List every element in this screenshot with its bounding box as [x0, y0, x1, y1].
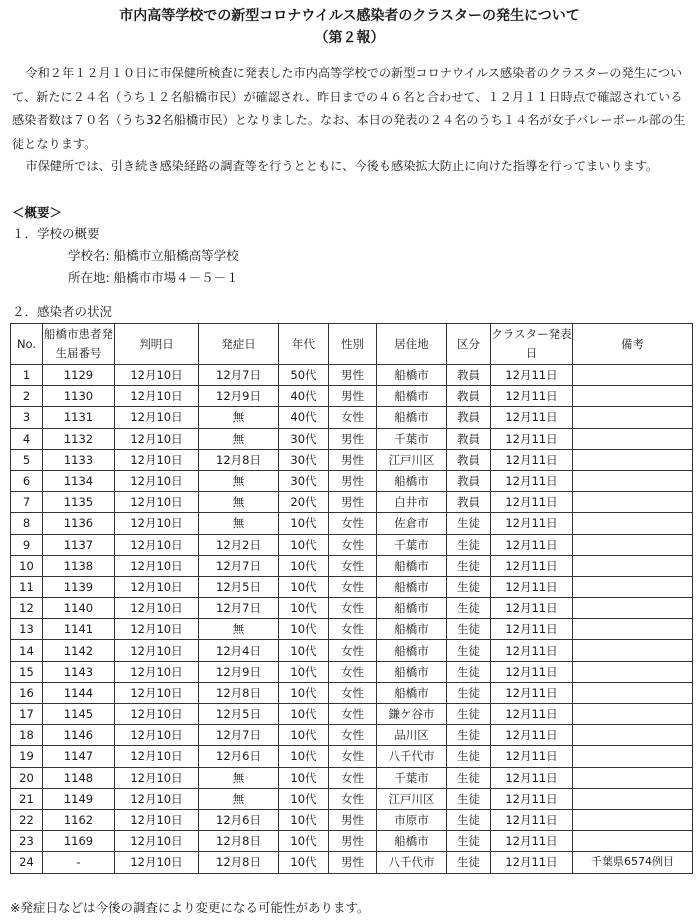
cell-residence: 船橋市 [377, 661, 447, 682]
cell-onset-date: 無 [199, 492, 279, 513]
cell-age: 20代 [279, 492, 329, 513]
cell-confirmed-date: 12月10日 [115, 386, 199, 407]
followup-paragraph: 市保健所では、引き続き感染経路の調査等を行うとともに、今後も感染拡大防止に向けた指導を行ってまいります。 [25, 159, 659, 173]
cell-no: 9 [11, 534, 43, 555]
cell-confirmed-date: 12月10日 [115, 682, 199, 703]
cell-confirmed-date: 12月10日 [115, 746, 199, 767]
cell-remarks [573, 809, 693, 830]
table-row [11, 449, 693, 470]
cell-sex: 女性 [329, 640, 377, 661]
cell-category: 生徒 [447, 725, 491, 746]
cell-report-number: 1146 [43, 725, 115, 746]
cell-onset-date: 12月8日 [199, 852, 279, 873]
cell-remarks [573, 831, 693, 852]
cell-residence: 千葉市 [377, 428, 447, 449]
cell-sex: 男性 [329, 852, 377, 873]
cell-no: 24 [11, 852, 43, 873]
school-name: 学校名: 船橋市立船橋高等学校 [68, 248, 239, 263]
cell-onset-date: 12月7日 [199, 555, 279, 576]
cell-cluster-date: 12月11日 [491, 661, 573, 682]
table-row [11, 407, 693, 428]
cell-report-number: 1147 [43, 746, 115, 767]
cell-cluster-date: 12月11日 [491, 513, 573, 534]
cell-sex: 女性 [329, 534, 377, 555]
cell-sex: 女性 [329, 555, 377, 576]
cell-cluster-date: 12月11日 [491, 704, 573, 725]
cell-no: 7 [11, 492, 43, 513]
overview-heading: ＜概要＞ [12, 205, 63, 220]
cell-confirmed-date: 12月10日 [115, 619, 199, 640]
cell-age: 10代 [279, 725, 329, 746]
cell-sex: 男性 [329, 831, 377, 852]
cell-age: 10代 [279, 576, 329, 597]
cell-confirmed-date: 12月10日 [115, 767, 199, 788]
cell-residence: 船橋市 [377, 640, 447, 661]
cell-residence: 八千代市 [377, 746, 447, 767]
cell-report-number: 1130 [43, 386, 115, 407]
cell-category: 教員 [447, 470, 491, 491]
cell-cluster-date: 12月11日 [491, 365, 573, 386]
cell-report-number: 1136 [43, 513, 115, 534]
cell-no: 4 [11, 428, 43, 449]
cell-onset-date: 12月9日 [199, 386, 279, 407]
cell-age: 30代 [279, 449, 329, 470]
header-confirmed-date: 判明日 [115, 324, 199, 365]
cell-onset-date: 12月4日 [199, 640, 279, 661]
table-row [11, 725, 693, 746]
cell-report-number: 1135 [43, 492, 115, 513]
cell-report-number: 1145 [43, 704, 115, 725]
cell-age: 30代 [279, 470, 329, 491]
cell-report-number: 1133 [43, 449, 115, 470]
cell-no: 13 [11, 619, 43, 640]
cell-sex: 男性 [329, 492, 377, 513]
cell-age: 10代 [279, 788, 329, 809]
cell-remarks [573, 492, 693, 513]
cell-category: 生徒 [447, 746, 491, 767]
cell-category: 生徒 [447, 788, 491, 809]
cell-report-number: 1137 [43, 534, 115, 555]
cell-onset-date: 無 [199, 619, 279, 640]
cell-cluster-date: 12月11日 [491, 619, 573, 640]
table-row [11, 767, 693, 788]
cell-cluster-date: 12月11日 [491, 640, 573, 661]
cell-confirmed-date: 12月10日 [115, 661, 199, 682]
cell-residence: 江戸川区 [377, 788, 447, 809]
cell-residence: 船橋市 [377, 555, 447, 576]
table-row [11, 470, 693, 491]
cell-sex: 女性 [329, 661, 377, 682]
cell-residence: 千葉市 [377, 767, 447, 788]
cell-cluster-date: 12月11日 [491, 470, 573, 491]
cell-no: 21 [11, 788, 43, 809]
section2-heading: ２．感染者の状況 [12, 304, 113, 319]
cell-sex: 女性 [329, 788, 377, 809]
cell-category: 教員 [447, 365, 491, 386]
cell-category: 生徒 [447, 619, 491, 640]
table-header-row [11, 324, 693, 365]
cell-cluster-date: 12月11日 [491, 852, 573, 873]
cell-residence: 船橋市 [377, 365, 447, 386]
cell-age: 40代 [279, 386, 329, 407]
cell-onset-date: 12月7日 [199, 725, 279, 746]
cell-confirmed-date: 12月10日 [115, 428, 199, 449]
cell-sex: 男性 [329, 449, 377, 470]
table-row [11, 619, 693, 640]
cell-category: 生徒 [447, 576, 491, 597]
cell-confirmed-date: 12月10日 [115, 513, 199, 534]
cell-age: 10代 [279, 809, 329, 830]
cell-cluster-date: 12月11日 [491, 682, 573, 703]
cell-report-number: 1143 [43, 661, 115, 682]
table-row [11, 661, 693, 682]
cell-confirmed-date: 12月10日 [115, 640, 199, 661]
cell-cluster-date: 12月11日 [491, 831, 573, 852]
cell-remarks [573, 746, 693, 767]
cell-report-number: 1129 [43, 365, 115, 386]
table-row [11, 682, 693, 703]
cell-category: 生徒 [447, 598, 491, 619]
cell-cluster-date: 12月11日 [491, 746, 573, 767]
cases-table-body [11, 365, 693, 874]
cell-sex: 女性 [329, 598, 377, 619]
cell-report-number: 1169 [43, 831, 115, 852]
cell-confirmed-date: 12月10日 [115, 534, 199, 555]
cell-category: 生徒 [447, 555, 491, 576]
cell-onset-date: 12月8日 [199, 831, 279, 852]
cell-onset-date: 12月7日 [199, 365, 279, 386]
cell-category: 生徒 [447, 809, 491, 830]
cell-remarks [573, 640, 693, 661]
cell-age: 10代 [279, 555, 329, 576]
cell-cluster-date: 12月11日 [491, 555, 573, 576]
cell-report-number: 1132 [43, 428, 115, 449]
cell-no: 19 [11, 746, 43, 767]
table-row [11, 365, 693, 386]
cell-onset-date: 12月7日 [199, 598, 279, 619]
cell-report-number: 1134 [43, 470, 115, 491]
cell-category: 教員 [447, 386, 491, 407]
cell-report-number: 1148 [43, 767, 115, 788]
header-remarks: 備考 [573, 324, 693, 365]
cell-confirmed-date: 12月10日 [115, 365, 199, 386]
cell-confirmed-date: 12月10日 [115, 788, 199, 809]
cell-onset-date: 無 [199, 428, 279, 449]
cell-cluster-date: 12月11日 [491, 576, 573, 597]
cell-no: 3 [11, 407, 43, 428]
cell-no: 11 [11, 576, 43, 597]
cell-no: 5 [11, 449, 43, 470]
cell-residence: 江戸川区 [377, 449, 447, 470]
cell-report-number: 1131 [43, 407, 115, 428]
table-row [11, 576, 693, 597]
cell-age: 10代 [279, 661, 329, 682]
cell-cluster-date: 12月11日 [491, 492, 573, 513]
cell-no: 23 [11, 831, 43, 852]
cell-cluster-date: 12月11日 [491, 534, 573, 555]
cell-category: 生徒 [447, 704, 491, 725]
cell-onset-date: 12月8日 [199, 682, 279, 703]
cell-age: 10代 [279, 852, 329, 873]
cell-cluster-date: 12月11日 [491, 449, 573, 470]
cell-age: 10代 [279, 513, 329, 534]
cell-age: 50代 [279, 365, 329, 386]
cell-age: 30代 [279, 428, 329, 449]
table-row [11, 492, 693, 513]
cell-remarks [573, 386, 693, 407]
table-row [11, 513, 693, 534]
cell-onset-date: 無 [199, 407, 279, 428]
cell-report-number: 1141 [43, 619, 115, 640]
cell-age: 10代 [279, 682, 329, 703]
cell-onset-date: 12月6日 [199, 746, 279, 767]
cell-no: 16 [11, 682, 43, 703]
cell-no: 15 [11, 661, 43, 682]
cell-cluster-date: 12月11日 [491, 407, 573, 428]
cell-sex: 女性 [329, 746, 377, 767]
cell-report-number: 1144 [43, 682, 115, 703]
cell-remarks [573, 725, 693, 746]
header-age: 年代 [279, 324, 329, 365]
cell-category: 教員 [447, 492, 491, 513]
cell-no: 22 [11, 809, 43, 830]
cell-age: 10代 [279, 619, 329, 640]
cell-confirmed-date: 12月10日 [115, 407, 199, 428]
cell-remarks [573, 407, 693, 428]
cell-sex: 男性 [329, 365, 377, 386]
intro-paragraph: 令和２年１２月１０日に市保健所検査に発表した市内高等学校での新型コロナウイルス感染者のクラスターの発生について、新たに２４名（うち１２名船橋市民）が確認され、昨日までの４６名と合わせて、１２月１１日時点で確認されている感染者数は７０名（うち32名船橋市民）となりました。なお、本日の発表の２４名のうち１４名が女子バレーボール部の生徒となります。 [12, 66, 686, 151]
table-row [11, 640, 693, 661]
cell-sex: 男性 [329, 386, 377, 407]
cell-residence: 船橋市 [377, 407, 447, 428]
cell-category: 教員 [447, 449, 491, 470]
cell-residence: 船橋市 [377, 682, 447, 703]
cell-sex: 男性 [329, 428, 377, 449]
cell-remarks [573, 661, 693, 682]
cell-remarks [573, 598, 693, 619]
cell-remarks [573, 788, 693, 809]
table-row [11, 555, 693, 576]
cell-residence: 船橋市 [377, 470, 447, 491]
cell-sex: 男性 [329, 809, 377, 830]
cell-confirmed-date: 12月10日 [115, 598, 199, 619]
cell-report-number: 1139 [43, 576, 115, 597]
cell-onset-date: 無 [199, 470, 279, 491]
cell-residence: 品川区 [377, 725, 447, 746]
cell-sex: 女性 [329, 767, 377, 788]
cell-no: 14 [11, 640, 43, 661]
table-row [11, 428, 693, 449]
cell-category: 生徒 [447, 682, 491, 703]
header-report-number: 船橋市患者発生届番号 [43, 324, 115, 365]
cell-remarks [573, 513, 693, 534]
cell-no: 20 [11, 767, 43, 788]
cell-residence: 船橋市 [377, 619, 447, 640]
cell-sex: 女性 [329, 725, 377, 746]
cell-age: 10代 [279, 704, 329, 725]
cell-cluster-date: 12月11日 [491, 788, 573, 809]
cell-remarks [573, 534, 693, 555]
cell-residence: 千葉市 [377, 534, 447, 555]
cell-cluster-date: 12月11日 [491, 809, 573, 830]
cell-category: 教員 [447, 428, 491, 449]
cell-category: 生徒 [447, 640, 491, 661]
cell-cluster-date: 12月11日 [491, 598, 573, 619]
header-cluster-date: クラスター発表日 [491, 324, 573, 365]
cell-category: 生徒 [447, 831, 491, 852]
cell-report-number: - [43, 852, 115, 873]
cell-report-number: 1149 [43, 788, 115, 809]
cell-residence: 白井市 [377, 492, 447, 513]
cell-report-number: 1142 [43, 640, 115, 661]
cell-onset-date: 12月9日 [199, 661, 279, 682]
cell-age: 10代 [279, 640, 329, 661]
cell-onset-date: 12月5日 [199, 704, 279, 725]
cell-remarks [573, 619, 693, 640]
cell-cluster-date: 12月11日 [491, 767, 573, 788]
cell-remarks [573, 365, 693, 386]
cell-cluster-date: 12月11日 [491, 725, 573, 746]
cell-report-number: 1140 [43, 598, 115, 619]
cell-no: 10 [11, 555, 43, 576]
cell-sex: 女性 [329, 704, 377, 725]
cell-onset-date: 12月5日 [199, 576, 279, 597]
header-category: 区分 [447, 324, 491, 365]
cell-residence: 鎌ケ谷市 [377, 704, 447, 725]
cell-remarks [573, 555, 693, 576]
cell-age: 10代 [279, 746, 329, 767]
cell-sex: 女性 [329, 682, 377, 703]
cell-onset-date: 12月8日 [199, 449, 279, 470]
cell-category: 生徒 [447, 513, 491, 534]
table-row [11, 534, 693, 555]
cell-residence: 船橋市 [377, 576, 447, 597]
cell-report-number: 1162 [43, 809, 115, 830]
cell-no: 12 [11, 598, 43, 619]
cell-no: 17 [11, 704, 43, 725]
cell-remarks: 千葉県6574例目 [573, 852, 693, 873]
cell-age: 10代 [279, 767, 329, 788]
cell-no: 6 [11, 470, 43, 491]
cell-category: 生徒 [447, 534, 491, 555]
section1-heading: １．学校の概要 [12, 226, 100, 241]
cell-remarks [573, 682, 693, 703]
cell-residence: 船橋市 [377, 386, 447, 407]
cell-onset-date: 無 [199, 767, 279, 788]
cell-confirmed-date: 12月10日 [115, 831, 199, 852]
table-row [11, 809, 693, 830]
cell-sex: 女性 [329, 513, 377, 534]
cell-cluster-date: 12月11日 [491, 386, 573, 407]
cell-confirmed-date: 12月10日 [115, 704, 199, 725]
cell-residence: 船橋市 [377, 831, 447, 852]
cell-confirmed-date: 12月10日 [115, 492, 199, 513]
cell-sex: 女性 [329, 576, 377, 597]
cell-no: 8 [11, 513, 43, 534]
cell-category: 教員 [447, 407, 491, 428]
cell-cluster-date: 12月11日 [491, 428, 573, 449]
cell-remarks [573, 704, 693, 725]
cell-confirmed-date: 12月10日 [115, 449, 199, 470]
table-row [11, 788, 693, 809]
table-row [11, 831, 693, 852]
cell-no: 1 [11, 365, 43, 386]
cell-remarks [573, 449, 693, 470]
cell-sex: 女性 [329, 407, 377, 428]
cell-category: 生徒 [447, 767, 491, 788]
document-subtitle: （第２報） [314, 30, 385, 46]
table-row [11, 386, 693, 407]
table-row [11, 746, 693, 767]
header-onset-date: 発症日 [199, 324, 279, 365]
header-sex: 性別 [329, 324, 377, 365]
cell-onset-date: 12月6日 [199, 809, 279, 830]
cases-table [10, 323, 693, 874]
cell-no: 2 [11, 386, 43, 407]
cell-age: 40代 [279, 407, 329, 428]
document-title: 市内高等学校での新型コロナウイルス感染者のクラスターの発生について [119, 8, 580, 24]
footnote: ※発症日などは今後の調査により変更になる可能性があります。 [10, 900, 370, 915]
cell-confirmed-date: 12月10日 [115, 470, 199, 491]
cell-age: 10代 [279, 598, 329, 619]
cell-age: 10代 [279, 831, 329, 852]
header-no: No. [11, 324, 43, 365]
cell-confirmed-date: 12月10日 [115, 576, 199, 597]
cell-no: 18 [11, 725, 43, 746]
table-row [11, 704, 693, 725]
cell-remarks [573, 470, 693, 491]
cell-remarks [573, 576, 693, 597]
cell-category: 生徒 [447, 661, 491, 682]
cell-sex: 女性 [329, 619, 377, 640]
cell-report-number: 1138 [43, 555, 115, 576]
cell-residence: 佐倉市 [377, 513, 447, 534]
cell-onset-date: 12月2日 [199, 534, 279, 555]
header-residence: 居住地 [377, 324, 447, 365]
cell-confirmed-date: 12月10日 [115, 852, 199, 873]
cell-residence: 八千代市 [377, 852, 447, 873]
cell-remarks [573, 428, 693, 449]
cell-onset-date: 無 [199, 788, 279, 809]
cell-remarks [573, 767, 693, 788]
table-row [11, 852, 693, 873]
cell-confirmed-date: 12月10日 [115, 555, 199, 576]
cell-confirmed-date: 12月10日 [115, 725, 199, 746]
cell-confirmed-date: 12月10日 [115, 809, 199, 830]
cell-residence: 市原市 [377, 809, 447, 830]
cell-sex: 男性 [329, 470, 377, 491]
cell-age: 10代 [279, 534, 329, 555]
cell-onset-date: 無 [199, 513, 279, 534]
table-row [11, 598, 693, 619]
cell-residence: 船橋市 [377, 598, 447, 619]
cell-category: 生徒 [447, 852, 491, 873]
school-location: 所在地: 船橋市市場４－５－１ [68, 270, 239, 285]
